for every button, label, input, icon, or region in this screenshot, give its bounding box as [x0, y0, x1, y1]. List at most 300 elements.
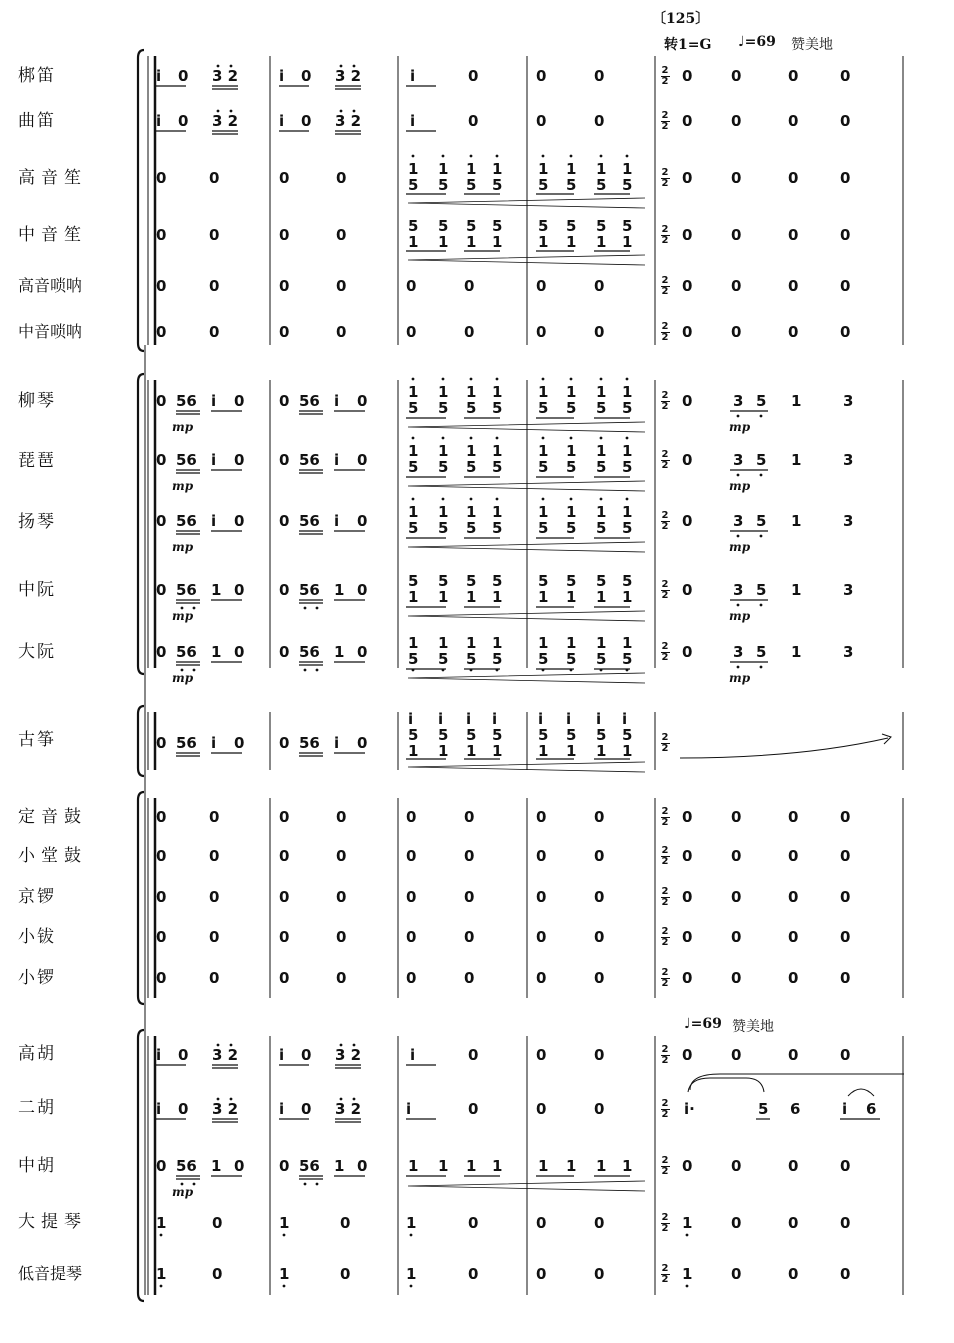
note: 0	[536, 1046, 547, 1064]
note: 5	[538, 399, 549, 417]
note: 0	[336, 808, 347, 826]
octave-dot	[570, 155, 573, 158]
note: 5	[466, 399, 477, 417]
note-high-1: i	[279, 1046, 285, 1064]
note-3-2: 3 2	[335, 1046, 362, 1064]
octave-dot	[760, 666, 763, 669]
note: 1	[566, 634, 577, 652]
note: 0	[336, 928, 347, 946]
note: i	[408, 710, 414, 728]
note: 0	[594, 969, 605, 987]
time-signature-top: 2	[661, 926, 669, 937]
note: 0	[731, 847, 742, 865]
note: 5	[566, 726, 577, 744]
note: 0	[682, 512, 693, 530]
note-high-1: i	[279, 1100, 285, 1118]
octave-dot	[304, 669, 307, 672]
note: 0	[682, 928, 693, 946]
note: 1	[334, 1157, 345, 1175]
note: 1	[438, 634, 449, 652]
time-signature-bottom: 2	[661, 521, 669, 532]
note: 0	[357, 734, 368, 752]
note: 0	[594, 1100, 605, 1118]
time-signature-top: 2	[661, 510, 669, 521]
note-5-6: 56	[176, 1157, 197, 1175]
note: 1	[538, 503, 549, 521]
octave-dot	[412, 437, 415, 440]
note: 0	[682, 1157, 693, 1175]
note: 0	[468, 67, 479, 85]
note: 0	[279, 169, 290, 187]
note: 0	[464, 323, 475, 341]
note: 0	[464, 888, 475, 906]
instrument-name: 曲笛	[18, 111, 56, 131]
note-high-1: i	[211, 392, 217, 410]
time-signature-top: 2	[661, 806, 669, 817]
instrument-name: 小堂鼓	[18, 846, 87, 866]
note: 1	[408, 1157, 419, 1175]
note-1: 1	[211, 581, 222, 599]
note: 0	[788, 169, 799, 187]
note: 0	[536, 847, 547, 865]
note: 5	[596, 572, 607, 590]
note-high-1: i	[156, 1046, 162, 1064]
time-signature-top: 2	[661, 1212, 669, 1223]
note: i	[466, 710, 472, 728]
note: 0	[464, 277, 475, 295]
note: 0	[156, 1157, 167, 1175]
dynamic-mp: mp	[172, 420, 194, 434]
note: 0	[594, 888, 605, 906]
note: 3	[843, 581, 854, 599]
note: 0	[301, 1100, 312, 1118]
octave-dot	[442, 155, 445, 158]
time-signature-bottom: 2	[661, 178, 669, 189]
note: 5	[596, 399, 607, 417]
time-signature	[660, 322, 670, 342]
instrument-name: 小锣	[18, 968, 56, 988]
note: 5	[596, 176, 607, 194]
time-signature-top: 2	[661, 167, 669, 178]
note: 0	[731, 1157, 742, 1175]
note: 3	[733, 643, 744, 661]
note-3-2: 3 2	[212, 1100, 239, 1118]
note: 0	[209, 969, 220, 987]
time-signature-bottom: 2	[661, 332, 669, 343]
note: 0	[594, 847, 605, 865]
note: 0	[279, 847, 290, 865]
note: 5	[622, 399, 633, 417]
note-1: 1	[156, 1265, 167, 1283]
time-signature-top: 2	[661, 65, 669, 76]
note: 5	[408, 519, 419, 537]
note: 1	[566, 503, 577, 521]
time-signature	[660, 276, 670, 296]
note: 0	[731, 1214, 742, 1232]
note: 0	[340, 1265, 351, 1283]
note: 0	[840, 969, 851, 987]
note: 0	[406, 969, 417, 987]
note: 0	[156, 643, 167, 661]
note: 0	[731, 112, 742, 130]
note-high-1: i	[410, 112, 416, 130]
note: 3	[843, 643, 854, 661]
note: 0	[212, 1214, 223, 1232]
octave-dot	[542, 378, 545, 381]
note: 0	[682, 67, 693, 85]
note: 1	[566, 233, 577, 251]
note: 0	[682, 1046, 693, 1064]
octave-dot	[442, 437, 445, 440]
note: 5	[492, 458, 503, 476]
time-signature-bottom: 2	[661, 978, 669, 989]
time-signature	[660, 111, 670, 131]
note: 5	[566, 458, 577, 476]
note: 0	[336, 226, 347, 244]
note: 0	[156, 734, 167, 752]
note: 1	[622, 1157, 633, 1175]
note: 0	[840, 1157, 851, 1175]
octave-dot	[542, 669, 545, 672]
note: 0	[731, 1265, 742, 1283]
note: 0	[156, 392, 167, 410]
note: 0	[279, 581, 290, 599]
note: 0	[788, 1214, 799, 1232]
note: 0	[788, 67, 799, 85]
note: 3	[733, 392, 744, 410]
note: 0	[357, 392, 368, 410]
rehearsal-mark: 〔125〕	[652, 11, 710, 27]
note: 0	[357, 643, 368, 661]
octave-dot	[442, 669, 445, 672]
time-signature	[660, 391, 670, 411]
note: 0	[682, 581, 693, 599]
time-signature-bottom: 2	[661, 121, 669, 132]
note: 0	[336, 277, 347, 295]
note: 5	[438, 217, 449, 235]
instrument-name: 高音唢呐	[18, 276, 83, 295]
time-signature	[660, 168, 670, 188]
octave-dot	[600, 498, 603, 501]
note: 1	[791, 451, 802, 469]
note-5-6: 56	[299, 643, 320, 661]
note: i	[622, 710, 628, 728]
note: 0	[594, 808, 605, 826]
note: 0	[682, 847, 693, 865]
note-1: 1	[279, 1214, 290, 1232]
time-signature	[660, 1099, 670, 1119]
octave-dot	[496, 669, 499, 672]
note: 0	[594, 1265, 605, 1283]
time-signature	[660, 511, 670, 531]
note: 0	[336, 888, 347, 906]
instrument-name: 中音唢呐	[18, 322, 83, 341]
octave-dot	[470, 378, 473, 381]
note: 1	[492, 1157, 503, 1175]
octave-dot	[686, 1285, 689, 1288]
note: 0	[336, 969, 347, 987]
note: 0	[209, 277, 220, 295]
note: 5	[438, 519, 449, 537]
note: 0	[840, 808, 851, 826]
octave-dot	[737, 604, 740, 607]
note: 0	[788, 928, 799, 946]
note: 0	[178, 67, 189, 85]
time-signature-bottom: 2	[661, 1055, 669, 1066]
time-signature-bottom: 2	[661, 817, 669, 828]
octave-dot	[626, 437, 629, 440]
note: 0	[406, 928, 417, 946]
octave-dot	[412, 669, 415, 672]
instrument-name: 小钹	[18, 927, 56, 947]
time-signature	[660, 642, 670, 662]
note: 1	[622, 160, 633, 178]
octave-dot	[412, 498, 415, 501]
crescendo-hairpin	[408, 673, 645, 683]
note: 1	[466, 442, 477, 460]
note: 0	[731, 169, 742, 187]
note: 1	[438, 742, 449, 760]
note: 1	[622, 233, 633, 251]
note: 1	[538, 634, 549, 652]
note: 1	[466, 503, 477, 521]
time-signature-top: 2	[661, 967, 669, 978]
note-3-2: 3 2	[212, 1046, 239, 1064]
note: i	[538, 710, 544, 728]
note: 1	[566, 383, 577, 401]
note-high-1: i	[410, 1046, 416, 1064]
note: 1	[466, 742, 477, 760]
note: 5	[408, 650, 419, 668]
dynamic-mp: mp	[729, 671, 751, 685]
dynamic-mp: mp	[172, 671, 194, 685]
note-3-2: 3 2	[335, 112, 362, 130]
note-5-6: 56	[299, 1157, 320, 1175]
note: 1	[596, 233, 607, 251]
note: 5	[622, 726, 633, 744]
note-high-1: i	[211, 512, 217, 530]
note: 0	[788, 277, 799, 295]
note: 1	[566, 1157, 577, 1175]
note: 0	[156, 969, 167, 987]
note: 0	[234, 734, 245, 752]
note: 0	[840, 888, 851, 906]
note: 0	[468, 1046, 479, 1064]
note-high-1: i	[211, 451, 217, 469]
note: 0	[336, 323, 347, 341]
note: 0	[594, 277, 605, 295]
octave-dot	[316, 669, 319, 672]
note: 1	[622, 442, 633, 460]
note: 0	[731, 928, 742, 946]
octave-dot	[470, 155, 473, 158]
note: 1	[466, 383, 477, 401]
note: 0	[731, 808, 742, 826]
octave-dot	[412, 155, 415, 158]
note: 0	[464, 808, 475, 826]
time-signature-top: 2	[661, 732, 669, 743]
note: 0	[682, 323, 693, 341]
note: 0	[212, 1265, 223, 1283]
note: 1	[466, 634, 477, 652]
octave-dot	[496, 155, 499, 158]
note: 0	[788, 808, 799, 826]
note: 1	[596, 160, 607, 178]
time-signature-bottom: 2	[661, 743, 669, 754]
time-signature-bottom: 2	[661, 937, 669, 948]
note-high-1: i	[279, 67, 285, 85]
time-signature-top: 2	[661, 110, 669, 121]
octave-dot	[542, 155, 545, 158]
octave-dot	[442, 378, 445, 381]
note: 0	[336, 169, 347, 187]
note: 5	[622, 650, 633, 668]
note: 5	[566, 572, 577, 590]
octave-dot	[760, 415, 763, 418]
time-signature-bottom: 2	[661, 590, 669, 601]
note: 5	[596, 726, 607, 744]
note: 0	[788, 1046, 799, 1064]
octave-dot	[760, 535, 763, 538]
note: 0	[840, 1214, 851, 1232]
note: 5	[756, 581, 767, 599]
note: 0	[279, 643, 290, 661]
octave-dot	[470, 669, 473, 672]
time-signature-bottom: 2	[661, 1166, 669, 1177]
note: 5	[492, 217, 503, 235]
octave-dot	[496, 498, 499, 501]
note: 1	[791, 512, 802, 530]
time-signature-top: 2	[661, 579, 669, 590]
note: 5	[596, 650, 607, 668]
note: 5	[438, 650, 449, 668]
note: 1	[622, 383, 633, 401]
time-signature	[660, 733, 670, 753]
note: 0	[788, 1157, 799, 1175]
note: 0	[594, 1214, 605, 1232]
octave-dot	[410, 1285, 413, 1288]
note: 1	[438, 1157, 449, 1175]
note: 5	[566, 650, 577, 668]
octave-dot	[600, 155, 603, 158]
note: 1	[791, 581, 802, 599]
note: 1	[408, 442, 419, 460]
tempo-mark: ♩=69	[738, 34, 776, 50]
note: 0	[279, 1157, 290, 1175]
tempo-mark-strings: ♩=69	[684, 1016, 722, 1032]
note: i	[492, 710, 498, 728]
note: 0	[840, 112, 851, 130]
note: 1	[492, 233, 503, 251]
note: 0	[406, 808, 417, 826]
note: 1	[408, 742, 419, 760]
note-1: 1	[406, 1265, 417, 1283]
note: 0	[279, 512, 290, 530]
note: 0	[156, 169, 167, 187]
note: i	[438, 710, 444, 728]
note: 0	[682, 969, 693, 987]
system-bracket	[138, 50, 144, 351]
expression-mark-strings: 赞美地	[732, 1019, 774, 1035]
note: 5	[566, 176, 577, 194]
note: 5	[492, 572, 503, 590]
note: 0	[594, 1046, 605, 1064]
note: 0	[536, 277, 547, 295]
note-3-2: 3 2	[335, 67, 362, 85]
note: 5	[466, 458, 477, 476]
note-1: 1	[279, 1265, 290, 1283]
octave-dot	[570, 669, 573, 672]
note: 0	[464, 928, 475, 946]
time-signature-top: 2	[661, 390, 669, 401]
note-dotted-1: i·	[684, 1100, 695, 1118]
note-5-6: 56	[299, 734, 320, 752]
tie-erhu-1	[688, 1078, 764, 1092]
note: 0	[468, 1214, 479, 1232]
note-1: 1	[334, 581, 345, 599]
note: 1	[596, 442, 607, 460]
octave-dot	[410, 1234, 413, 1237]
time-signature-bottom: 2	[661, 1109, 669, 1120]
time-signature	[660, 1264, 670, 1284]
note: 1	[492, 383, 503, 401]
note: 0	[536, 928, 547, 946]
octave-dot	[470, 498, 473, 501]
note: 0	[682, 112, 693, 130]
note-5-6: 56	[176, 643, 197, 661]
note: 5	[756, 512, 767, 530]
dynamic-mp: mp	[172, 479, 194, 493]
note: 1	[566, 588, 577, 606]
note-3-2: 3 2	[212, 112, 239, 130]
note: 0	[731, 888, 742, 906]
note: 0	[209, 323, 220, 341]
time-signature-bottom: 2	[661, 401, 669, 412]
note: 1	[566, 442, 577, 460]
note: 5	[408, 726, 419, 744]
instrument-name: 高音笙	[18, 168, 87, 188]
instrument-name: 中阮	[18, 580, 56, 600]
note: 1	[538, 160, 549, 178]
instrument-name: 低音提琴	[18, 1264, 83, 1283]
octave-dot	[542, 498, 545, 501]
octave-dot	[737, 415, 740, 418]
note: 5	[466, 572, 477, 590]
octave-dot	[304, 1183, 307, 1186]
note-5-6: 56	[176, 581, 197, 599]
note: 1	[408, 634, 419, 652]
note: 1	[538, 233, 549, 251]
note: 0	[536, 112, 547, 130]
note: 1	[566, 160, 577, 178]
note: 1	[622, 634, 633, 652]
instrument-name: 二胡	[18, 1098, 56, 1118]
time-signature	[660, 846, 670, 866]
time-signature	[660, 968, 670, 988]
instrument-name: 中胡	[18, 1156, 56, 1176]
note: 0	[301, 1046, 312, 1064]
note: 5	[758, 1100, 769, 1118]
time-signature-top: 2	[661, 1263, 669, 1274]
time-signature-top: 2	[661, 886, 669, 897]
note: 5	[466, 217, 477, 235]
note: 0	[788, 112, 799, 130]
octave-dot	[283, 1285, 286, 1288]
note: 5	[408, 399, 419, 417]
instrument-name: 梆笛	[18, 66, 56, 86]
note: 6	[790, 1100, 801, 1118]
note: 1	[492, 588, 503, 606]
